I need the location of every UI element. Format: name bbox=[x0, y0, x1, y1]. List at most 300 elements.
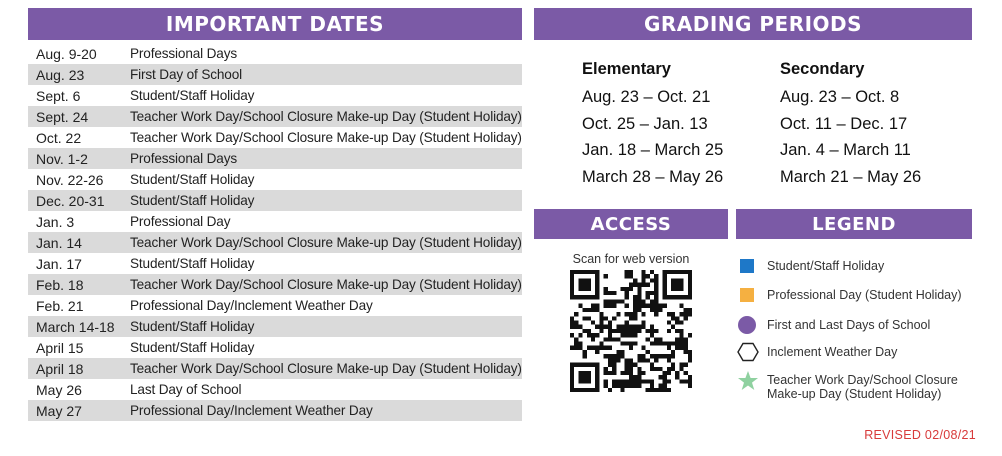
qr-module bbox=[675, 371, 679, 375]
qr-module bbox=[663, 283, 667, 287]
qr-module bbox=[654, 367, 658, 371]
qr-module bbox=[616, 350, 620, 354]
grading-period: Oct. 25 – Jan. 13 bbox=[582, 114, 708, 133]
qr-module bbox=[688, 283, 692, 287]
table-row bbox=[28, 85, 522, 106]
qr-module bbox=[595, 333, 599, 337]
qr-module bbox=[574, 342, 578, 346]
qr-module bbox=[679, 329, 683, 333]
qr-module bbox=[650, 333, 654, 337]
qr-module bbox=[667, 312, 671, 316]
qr-module bbox=[608, 329, 612, 333]
qr-module bbox=[595, 388, 599, 392]
qr-module bbox=[574, 388, 578, 392]
qr-module bbox=[570, 274, 574, 278]
elementary-heading: Elementary bbox=[582, 60, 671, 78]
qr-module bbox=[654, 291, 658, 295]
qr-module bbox=[629, 384, 633, 388]
table-row bbox=[28, 232, 522, 253]
qr-module bbox=[679, 342, 683, 346]
qr-module bbox=[616, 337, 620, 341]
qr-module bbox=[637, 367, 641, 371]
qr-module bbox=[679, 367, 683, 371]
qr-module bbox=[679, 278, 683, 282]
qr-module bbox=[650, 325, 654, 329]
qr-module bbox=[570, 375, 574, 379]
qr-module bbox=[654, 354, 658, 358]
qr-module bbox=[663, 295, 667, 299]
event-cell: Teacher Work Day/School Closure Make-up Day (Student Holiday) bbox=[130, 109, 522, 124]
date-cell: May 26 bbox=[36, 381, 82, 398]
qr-module bbox=[604, 337, 608, 341]
qr-module bbox=[679, 312, 683, 316]
qr-module bbox=[612, 329, 616, 333]
qr-module bbox=[642, 278, 646, 282]
qr-module bbox=[604, 384, 608, 388]
qr-module bbox=[642, 346, 646, 350]
qr-module bbox=[583, 371, 587, 375]
qr-module bbox=[570, 388, 574, 392]
qr-module bbox=[574, 270, 578, 274]
grading-period: Jan. 4 – March 11 bbox=[780, 141, 911, 159]
qr-module bbox=[591, 308, 595, 312]
qr-module bbox=[620, 379, 624, 383]
legend-label: Professional Day (Student Holiday) bbox=[767, 288, 962, 302]
table-row bbox=[28, 190, 522, 211]
qr-module bbox=[591, 320, 595, 324]
qr-module bbox=[570, 367, 574, 371]
qr-module bbox=[675, 295, 679, 299]
date-cell: Sept. 6 bbox=[36, 87, 81, 104]
qr-module bbox=[637, 371, 641, 375]
qr-module bbox=[570, 320, 574, 324]
qr-module bbox=[608, 358, 612, 362]
table-row bbox=[28, 358, 522, 379]
qr-module bbox=[658, 375, 662, 379]
legend-item-holiday bbox=[736, 256, 996, 276]
qr-module bbox=[612, 337, 616, 341]
qr-module bbox=[679, 270, 683, 274]
table-row bbox=[28, 211, 522, 232]
grading-secondary-column bbox=[780, 58, 921, 190]
qr-module bbox=[654, 329, 658, 333]
qr-module bbox=[667, 354, 671, 358]
qr-module bbox=[599, 346, 603, 350]
hexagon-outline-icon bbox=[737, 342, 759, 362]
qr-module bbox=[574, 325, 578, 329]
qr-module bbox=[679, 320, 683, 324]
qr-module bbox=[591, 346, 595, 350]
qr-module bbox=[608, 363, 612, 367]
qr-module bbox=[612, 316, 616, 320]
qr-module bbox=[620, 350, 624, 354]
qr-module bbox=[608, 325, 612, 329]
legend-item-first-last bbox=[736, 314, 996, 334]
qr-module bbox=[650, 291, 654, 295]
qr-module bbox=[663, 304, 667, 308]
qr-module bbox=[570, 287, 574, 291]
qr-module bbox=[658, 342, 662, 346]
qr-module bbox=[650, 388, 654, 392]
qr-module bbox=[625, 358, 629, 362]
qr-module bbox=[629, 375, 633, 379]
revised-date: REVISED 02/08/21 bbox=[864, 428, 976, 442]
qr-module bbox=[604, 325, 608, 329]
date-cell: Aug. 23 bbox=[36, 66, 85, 83]
grading-period: March 21 – May 26 bbox=[780, 167, 922, 186]
qr-module bbox=[642, 283, 646, 287]
qr-module bbox=[591, 333, 595, 337]
qr-module bbox=[667, 379, 671, 383]
qr-module bbox=[663, 342, 667, 346]
qr-module bbox=[625, 384, 629, 388]
qr-module bbox=[570, 283, 574, 287]
qr-module bbox=[654, 274, 658, 278]
qr-module bbox=[604, 346, 608, 350]
qr-module bbox=[629, 367, 633, 371]
qr-module bbox=[671, 287, 675, 291]
purple-circle-icon bbox=[738, 316, 756, 334]
qr-module bbox=[671, 325, 675, 329]
qr-module bbox=[688, 354, 692, 358]
qr-module bbox=[675, 278, 679, 282]
qr-module bbox=[679, 287, 683, 291]
qr-module bbox=[595, 270, 599, 274]
qr-module bbox=[608, 299, 612, 303]
qr-module bbox=[570, 333, 574, 337]
qr-module bbox=[629, 358, 633, 362]
qr-module bbox=[671, 354, 675, 358]
qr-module bbox=[629, 325, 633, 329]
qr-module bbox=[629, 329, 633, 333]
qr-module bbox=[642, 325, 646, 329]
qr-module bbox=[646, 379, 650, 383]
qr-module bbox=[675, 375, 679, 379]
qr-module bbox=[663, 278, 667, 282]
qr-module bbox=[620, 325, 624, 329]
qr-module bbox=[625, 304, 629, 308]
qr-module bbox=[684, 346, 688, 350]
table-row bbox=[28, 274, 522, 295]
qr-module bbox=[595, 287, 599, 291]
qr-module bbox=[625, 312, 629, 316]
qr-module bbox=[667, 329, 671, 333]
qr-module bbox=[587, 316, 591, 320]
table-row bbox=[28, 127, 522, 148]
event-cell: Professional Day/Inclement Weather Day bbox=[130, 403, 373, 418]
qr-module bbox=[620, 384, 624, 388]
qr-module bbox=[595, 278, 599, 282]
legend-item-inclement bbox=[736, 342, 996, 362]
qr-module bbox=[570, 316, 574, 320]
date-cell: Sept. 24 bbox=[36, 108, 89, 125]
qr-module bbox=[604, 299, 608, 303]
qr-module bbox=[591, 270, 595, 274]
qr-module bbox=[595, 295, 599, 299]
qr-module bbox=[637, 295, 641, 299]
qr-module bbox=[620, 388, 624, 392]
date-cell: Aug. 9-20 bbox=[36, 45, 97, 62]
qr-module bbox=[667, 367, 671, 371]
qr-module bbox=[620, 371, 624, 375]
qr-module bbox=[646, 350, 650, 354]
qr-module bbox=[612, 304, 616, 308]
event-cell: Teacher Work Day/School Closure Make-up Day (Student Holiday) bbox=[130, 277, 522, 292]
qr-module bbox=[658, 384, 662, 388]
qr-module bbox=[604, 274, 608, 278]
qr-module bbox=[671, 295, 675, 299]
qr-module bbox=[654, 283, 658, 287]
qr-module bbox=[667, 320, 671, 324]
qr-module bbox=[654, 278, 658, 282]
date-cell: Jan. 3 bbox=[36, 213, 75, 230]
qr-module bbox=[629, 371, 633, 375]
qr-module bbox=[650, 304, 654, 308]
secondary-heading: Secondary bbox=[780, 60, 865, 78]
qr-module bbox=[570, 325, 574, 329]
qr-module bbox=[650, 342, 654, 346]
qr-module bbox=[637, 308, 641, 312]
qr-module bbox=[663, 354, 667, 358]
qr-module bbox=[650, 329, 654, 333]
event-cell: Student/Staff Holiday bbox=[130, 340, 255, 355]
qr-module bbox=[578, 325, 582, 329]
qr-module bbox=[654, 304, 658, 308]
qr-module bbox=[654, 295, 658, 299]
qr-module bbox=[616, 379, 620, 383]
event-cell: Teacher Work Day/School Closure Make-up Day (Student Holiday) bbox=[130, 130, 522, 145]
qr-module bbox=[595, 375, 599, 379]
qr-module bbox=[620, 342, 624, 346]
qr-module bbox=[650, 367, 654, 371]
qr-module bbox=[642, 304, 646, 308]
table-row bbox=[28, 43, 522, 64]
qr-code-icon[interactable] bbox=[570, 270, 692, 392]
qr-module bbox=[595, 308, 599, 312]
qr-module bbox=[570, 295, 574, 299]
qr-module bbox=[663, 375, 667, 379]
qr-module bbox=[675, 283, 679, 287]
legend-item-professional bbox=[736, 285, 996, 305]
qr-module bbox=[671, 316, 675, 320]
legend-label-line1: Teacher Work Day/School Closure bbox=[767, 373, 958, 387]
qr-module bbox=[625, 329, 629, 333]
qr-module bbox=[637, 325, 641, 329]
legend-label: Student/Staff Holiday bbox=[767, 259, 885, 273]
qr-module bbox=[642, 299, 646, 303]
qr-module bbox=[578, 379, 582, 383]
qr-module bbox=[625, 270, 629, 274]
qr-module bbox=[629, 346, 633, 350]
qr-module bbox=[616, 358, 620, 362]
qr-module bbox=[578, 371, 582, 375]
green-star-icon bbox=[737, 370, 759, 392]
qr-module bbox=[629, 287, 633, 291]
qr-module bbox=[633, 342, 637, 346]
qr-module bbox=[620, 333, 624, 337]
qr-module bbox=[570, 291, 574, 295]
legend-label: Inclement Weather Day bbox=[767, 345, 898, 359]
qr-module bbox=[608, 371, 612, 375]
grading-period: March 28 – May 26 bbox=[582, 167, 724, 186]
qr-module bbox=[578, 375, 582, 379]
qr-module bbox=[637, 291, 641, 295]
qr-module bbox=[646, 295, 650, 299]
qr-module bbox=[574, 295, 578, 299]
qr-module bbox=[587, 363, 591, 367]
qr-module bbox=[620, 354, 624, 358]
qr-module bbox=[578, 295, 582, 299]
legend-header: LEGEND bbox=[736, 209, 972, 239]
event-cell: Student/Staff Holiday bbox=[130, 193, 255, 208]
qr-module bbox=[679, 337, 683, 341]
qr-module bbox=[646, 304, 650, 308]
qr-module bbox=[688, 358, 692, 362]
legend-label-line2: Make-up Day (Student Holiday) bbox=[767, 387, 942, 401]
qr-module bbox=[633, 312, 637, 316]
qr-module bbox=[587, 333, 591, 337]
qr-module bbox=[587, 346, 591, 350]
qr-module bbox=[663, 274, 667, 278]
qr-module bbox=[650, 278, 654, 282]
qr-module bbox=[604, 379, 608, 383]
qr-module bbox=[671, 270, 675, 274]
qr-module bbox=[578, 304, 582, 308]
qr-module bbox=[595, 325, 599, 329]
qr-module bbox=[688, 274, 692, 278]
qr-module bbox=[633, 283, 637, 287]
date-cell: April 15 bbox=[36, 339, 84, 356]
qr-module bbox=[633, 375, 637, 379]
qr-module bbox=[688, 287, 692, 291]
qr-module bbox=[658, 367, 662, 371]
qr-module bbox=[625, 342, 629, 346]
qr-module bbox=[671, 283, 675, 287]
qr-module bbox=[642, 312, 646, 316]
qr-module bbox=[658, 304, 662, 308]
qr-module bbox=[633, 363, 637, 367]
qr-module bbox=[616, 299, 620, 303]
qr-module bbox=[604, 291, 608, 295]
grading-periods-header: GRADING PERIODS bbox=[534, 8, 972, 40]
qr-module bbox=[608, 354, 612, 358]
qr-module bbox=[688, 295, 692, 299]
qr-module bbox=[583, 278, 587, 282]
qr-module bbox=[637, 375, 641, 379]
qr-module bbox=[633, 278, 637, 282]
qr-module bbox=[637, 299, 641, 303]
date-cell: May 27 bbox=[36, 402, 82, 419]
qr-module bbox=[654, 342, 658, 346]
qr-module bbox=[612, 367, 616, 371]
legend-label: First and Last Days of School bbox=[767, 318, 931, 332]
qr-module bbox=[616, 329, 620, 333]
qr-module bbox=[637, 287, 641, 291]
qr-module bbox=[633, 379, 637, 383]
date-cell: Feb. 21 bbox=[36, 297, 84, 314]
qr-module bbox=[633, 325, 637, 329]
qr-module bbox=[654, 337, 658, 341]
qr-module bbox=[608, 320, 612, 324]
qr-module bbox=[667, 388, 671, 392]
qr-module bbox=[599, 320, 603, 324]
qr-module bbox=[642, 274, 646, 278]
qr-module bbox=[642, 371, 646, 375]
table-row bbox=[28, 379, 522, 400]
qr-module bbox=[637, 358, 641, 362]
qr-module bbox=[595, 304, 599, 308]
qr-module bbox=[578, 342, 582, 346]
qr-module bbox=[675, 346, 679, 350]
qr-module bbox=[587, 270, 591, 274]
qr-module bbox=[625, 274, 629, 278]
qr-module bbox=[679, 333, 683, 337]
event-cell: Teacher Work Day/School Closure Make-up Day (Student Holiday) bbox=[130, 235, 522, 250]
qr-module bbox=[629, 274, 633, 278]
qr-module bbox=[604, 371, 608, 375]
qr-module bbox=[637, 354, 641, 358]
qr-module bbox=[637, 283, 641, 287]
qr-module bbox=[637, 304, 641, 308]
qr-module bbox=[663, 379, 667, 383]
qr-module bbox=[671, 342, 675, 346]
qr-module bbox=[646, 388, 650, 392]
qr-module bbox=[608, 346, 612, 350]
qr-module bbox=[633, 329, 637, 333]
qr-module bbox=[595, 346, 599, 350]
qr-module bbox=[663, 270, 667, 274]
event-cell: Professional Days bbox=[130, 151, 238, 166]
qr-module bbox=[675, 287, 679, 291]
qr-module bbox=[604, 367, 608, 371]
qr-module bbox=[625, 367, 629, 371]
qr-module bbox=[667, 371, 671, 375]
qr-module bbox=[583, 308, 587, 312]
qr-module bbox=[583, 295, 587, 299]
qr-module bbox=[616, 354, 620, 358]
date-cell: Nov. 1-2 bbox=[36, 150, 88, 167]
qr-module bbox=[578, 363, 582, 367]
qr-module bbox=[663, 371, 667, 375]
qr-module bbox=[612, 363, 616, 367]
qr-module bbox=[587, 278, 591, 282]
qr-module bbox=[578, 270, 582, 274]
qr-module bbox=[684, 337, 688, 341]
qr-module bbox=[688, 333, 692, 337]
qr-module bbox=[612, 358, 616, 362]
qr-module bbox=[642, 320, 646, 324]
qr-module bbox=[570, 346, 574, 350]
qr-module bbox=[633, 316, 637, 320]
qr-module bbox=[625, 325, 629, 329]
date-cell: April 18 bbox=[36, 360, 84, 377]
qr-module bbox=[684, 270, 688, 274]
qr-module bbox=[658, 308, 662, 312]
qr-module bbox=[608, 304, 612, 308]
table-row bbox=[28, 295, 522, 316]
qr-module bbox=[629, 342, 633, 346]
qr-module bbox=[583, 270, 587, 274]
qr-module bbox=[608, 291, 612, 295]
qr-module bbox=[646, 337, 650, 341]
qr-module bbox=[642, 270, 646, 274]
qr-module bbox=[642, 358, 646, 362]
qr-module bbox=[583, 287, 587, 291]
event-cell: First Day of School bbox=[130, 67, 242, 82]
qr-module bbox=[583, 388, 587, 392]
qr-module bbox=[633, 308, 637, 312]
qr-module bbox=[650, 384, 654, 388]
